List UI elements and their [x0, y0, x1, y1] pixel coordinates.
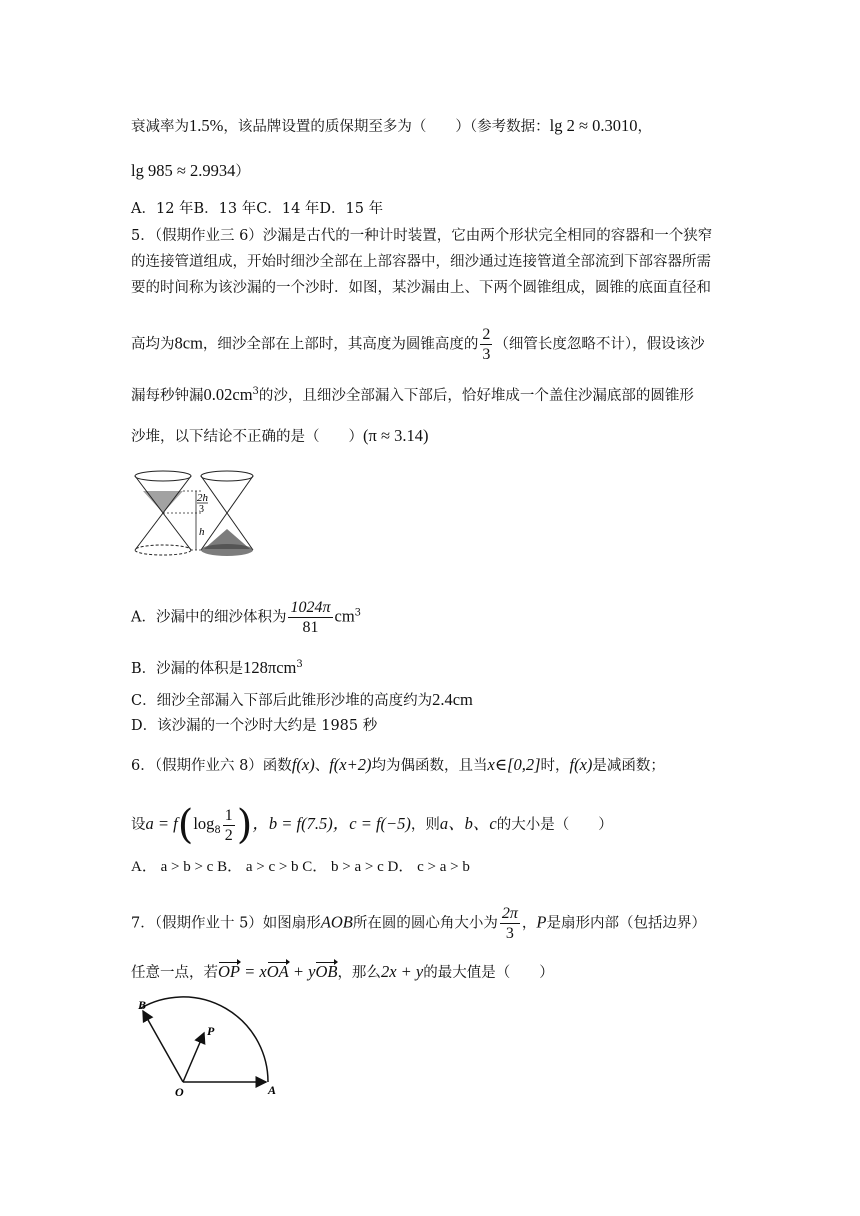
text: 沙堆，以下结论不正确的是（ ）: [131, 429, 363, 445]
text: 均为偶函数，且当: [371, 758, 488, 774]
q5-line-2: 的连接管道组成，开始时细沙全部在上部容器中，细沙通过连接管道全部流到下部容器所需: [131, 254, 711, 270]
frac-den: 81: [302, 619, 319, 636]
label-h: h: [199, 526, 205, 538]
math-p: P: [536, 912, 547, 932]
math-percent: 1.5%: [189, 116, 224, 135]
q5-option-b: [131, 655, 303, 679]
frac-den: 3: [505, 925, 514, 942]
q7-line-2: [131, 962, 554, 983]
sup: 3: [296, 659, 303, 670]
math: + y: [288, 962, 316, 981]
math-expr: 2x + y: [380, 962, 424, 981]
label-2h: 2h: [197, 492, 208, 504]
text: 的最大值是（ ）: [423, 965, 554, 981]
text: ，那么: [337, 965, 381, 981]
label-o: O: [175, 1085, 184, 1099]
text: 时，: [540, 758, 570, 774]
math-rate: 0.02cm: [203, 384, 253, 404]
text: 是减函数；: [592, 758, 665, 774]
math-height: 2.4cm: [432, 690, 473, 709]
q6-line-2: [131, 802, 613, 848]
q5-line-1: 5．（假期作业三 6）沙漏是古代的一种计时装置，它由两个形状完全相同的容器和一个狭窄: [131, 228, 713, 244]
text: 7．（假期作业十 5）如图扇形: [131, 915, 321, 932]
q4-line-1: [131, 116, 652, 137]
left-bottom-ellipse: [135, 545, 191, 555]
q5-line-5: [131, 382, 694, 406]
q4-line-2: [131, 161, 250, 182]
sector-figure: [128, 995, 288, 1105]
vector-op: OP: [218, 962, 240, 981]
vector-ob-line: [143, 1011, 183, 1082]
text: ）: [235, 164, 250, 180]
text: 、: [314, 758, 330, 774]
q5-option-a: [131, 598, 361, 637]
text: （细管长度忽略不计），假设该沙: [494, 336, 705, 353]
q5-option-d: D．该沙漏的一个沙时大约是 1985 秒: [131, 718, 378, 734]
vector-oa: OA: [266, 962, 289, 981]
text: ，细沙全部在上部时，其高度为圆锥高度的: [202, 336, 479, 353]
q5-option-c: [131, 690, 473, 711]
label-b: B: [138, 998, 147, 1012]
frac-num: 2: [482, 326, 491, 343]
text: ，该品牌设置的质保期至多为（ ）（参考数据：: [223, 119, 550, 135]
right-paren: ): [236, 802, 253, 848]
fraction-two-thirds: [480, 325, 492, 364]
sup: 3: [354, 607, 362, 619]
math-bc-def: ，b = f(7.5)，c = f(−5): [252, 814, 411, 833]
right-bottom-ellipse: [201, 544, 253, 556]
text: ，: [637, 119, 653, 135]
text: C．细沙全部漏入下部后此锥形沙堆的高度约为: [131, 693, 433, 709]
math-pi-approx: (π ≈ 3.14): [363, 426, 429, 445]
q4-options: A．12 年B．13 年C．14 年D．15 年: [131, 201, 384, 217]
line: [227, 476, 253, 513]
text: 衰减率为: [131, 119, 189, 135]
text: 是扇形内部（包括边界）: [546, 915, 706, 932]
math-fx: f(x): [569, 755, 593, 774]
math-lg2: lg 2 ≈ 0.3010: [549, 116, 638, 135]
frac-den: 2: [224, 826, 233, 844]
text: 所在圆的圆心角大小为: [352, 915, 498, 932]
label-a: A: [268, 1083, 277, 1097]
vector-ob: OB: [315, 962, 338, 981]
frac-den: 3: [482, 346, 491, 363]
math-fx: f(x): [291, 755, 315, 774]
math-abc: a、b、c: [439, 814, 497, 833]
math: = x: [240, 962, 267, 981]
q5-line-4: [131, 325, 705, 364]
label-p: P: [207, 1024, 215, 1038]
frac-num: 1024π: [290, 599, 331, 616]
fraction-2pi-3: [500, 904, 520, 943]
text: ，: [521, 915, 537, 932]
line: [163, 513, 191, 550]
text: B．沙漏的体积是: [131, 660, 244, 677]
text: ，则: [410, 817, 440, 833]
text: 6．（假期作业六 8）函数: [131, 758, 292, 774]
sub: 8: [214, 824, 221, 836]
fraction-1024pi-81: [288, 598, 332, 637]
frac-num: 1: [224, 806, 233, 824]
math-8cm: 8cm: [174, 333, 203, 353]
label-3: 3: [199, 504, 204, 515]
left-top-ellipse: [135, 471, 191, 481]
q7-line-1: [131, 904, 706, 943]
sup: 3: [252, 386, 259, 397]
text: 的大小是（ ）: [496, 817, 613, 833]
unit: cm: [334, 606, 355, 626]
q5-line-6: [131, 426, 429, 447]
text: 设: [131, 817, 146, 833]
q6-options: A． a > b > c B． a > c > b C． b > a > c D． c > a > b: [131, 859, 470, 875]
text: 漏每秒钟漏: [131, 387, 204, 404]
text: 高均为: [131, 336, 175, 353]
left-paren: (: [177, 802, 194, 848]
math-volume: 128πcm: [243, 657, 297, 677]
math-fx2: f(x+2): [329, 755, 372, 774]
frac-num: 2π: [501, 905, 518, 922]
fraction-half: [223, 806, 235, 845]
text: 任意一点，若: [131, 965, 218, 981]
text: A．沙漏中的细沙体积为: [131, 609, 287, 626]
q6-line-1: [131, 755, 665, 776]
math-a-def: a = f: [145, 814, 178, 833]
hourglass-figure: [128, 463, 258, 563]
right-top-ellipse: [201, 471, 253, 481]
math-condition: x∈[0,2]: [487, 755, 541, 774]
math-log: log: [193, 814, 215, 833]
text: 的沙，且细沙全部漏入下部后，恰好堆成一个盖住沙漏底部的圆锥形: [258, 387, 694, 404]
math-aob: AOB: [320, 912, 353, 932]
vector-op-line: [183, 1033, 204, 1082]
sector-arc: [141, 997, 268, 1082]
line: [135, 513, 163, 550]
q5-line-3: 要的时间称为该沙漏的一个沙时．如图，某沙漏由上、下两个圆锥组成，圆锥的底面直径和: [131, 280, 711, 296]
math-lg985: lg 985 ≈ 2.9934: [131, 161, 236, 180]
